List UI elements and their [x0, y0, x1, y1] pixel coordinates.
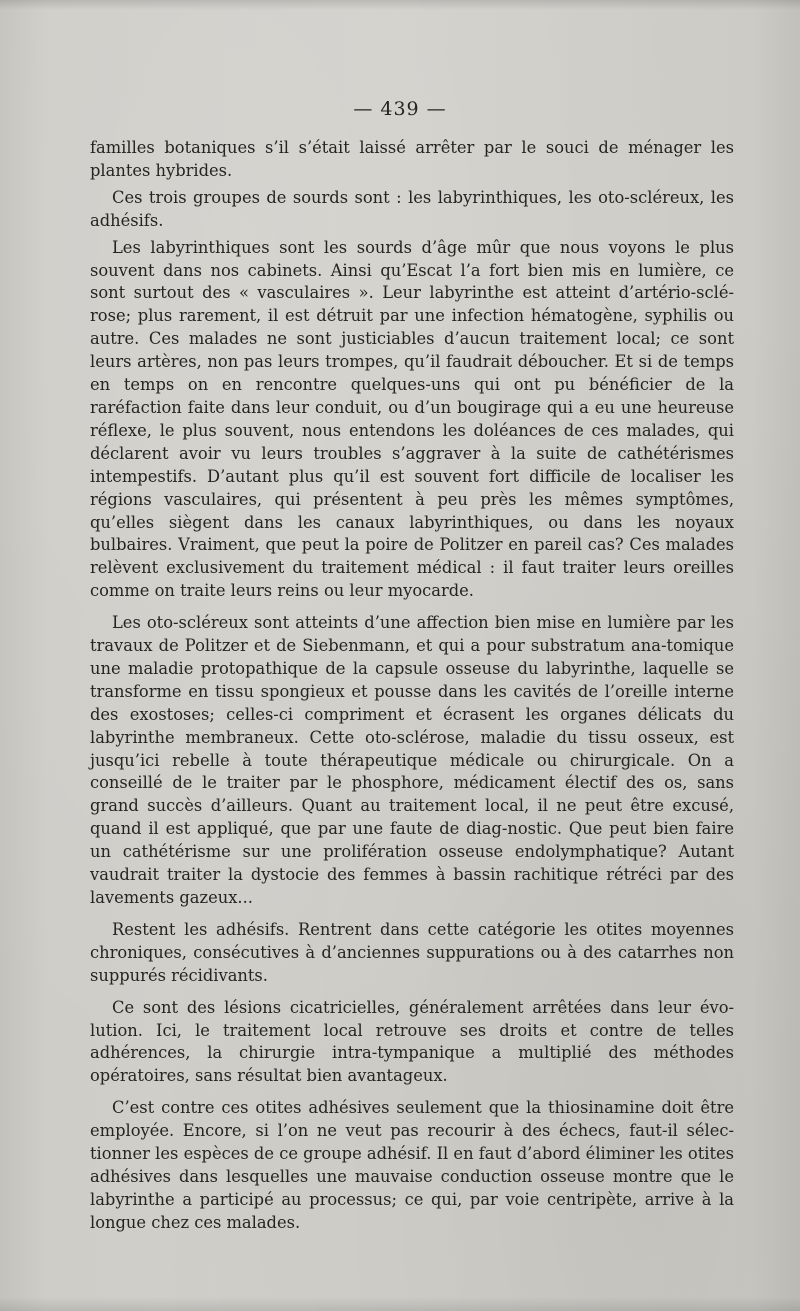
paragraph-continuation: familles botaniques s’il s’était laissé arrêter par le souci de ménager les plantes hybrides. [90, 138, 734, 180]
paragraph-thiosinamine: C’est contre ces otites adhésives seulement que la thiosinamine doit être employée. Encore, si l’on ne veut pas recourir à des échecs, faut-il sélec-tionner les espèces de ce groupe adhésif. Il en faut d’abord éliminer les otites adhésives dans lesquelles une mauvaise conduction osseuse montre que le labyrinthe a participé au processus; ce qui, par voie centripète, arrive à la longue chez ces malades. [90, 1098, 734, 1232]
paragraph-adhesifs: Restent les adhésifs. Rentrent dans cette catégorie les otites moyennes chroniques, consécutives à d’anciennes suppurations ou à des catarrhes non suppurés récidivants. [90, 919, 734, 985]
paragraph-three-groups: Ces trois groupes de sourds sont : les labyrinthiques, les oto-scléreux, les adhésifs. [90, 187, 734, 230]
page-bottom-edge [0, 1297, 800, 1311]
paragraph-lesions-cicatricielles: Ce sont des lésions cicatricielles, généralement arrêtées dans leur évo-lution. Ici, le traitement local retrouve ses droits et contre de telles adhérences, la chirurgie intra-tympanique a multiplié des méthodes opératoires, sans résultat bien avantageux. [90, 997, 734, 1086]
paragraph-labyrinthiques: Les labyrinthiques sont les sourds d’âge mûr que nous voyons le plus souvent dans nos cabinets. Ainsi qu’Escat l’a fort bien mis en lumière, ce sont surtout des « vasculaires ». Leur labyrinthe est atteint d’artério-sclé-rose; plus rarement, il est détruit par une infection hématogène, syphilis ou autre. Ces malades ne sont justiciables d’aucun traitement local; ce sont leurs artères, non pas leurs trompes, qu’il faudrait déboucher. Et si de temps en temps on en rencontre quelques-uns qui ont pu bénéficier de la raréfaction faite dans leur conduit, ou d’un bougirage qui a eu une heureuse réflexe, le plus souvent, nous entendons les doléances de ces malades, qui déclarent avoir vu leurs troubles s’aggraver à la suite de cathétérismes intempestifs. D’autant plus qu’il est souvent fort difficile de localiser les régions vasculaires, qui présentent à peu près les mêmes symptômes, qu’elles siègent dans les canaux labyrinthiques, ou dans les noyaux bulbaires. Vraiment, que peut la poire de Politzer en pareil cas? Ces malades relèvent exclusivement du traitement médical : il faut traiter leurs oreilles comme on traite leurs reins ou leur myocarde. [90, 237, 734, 601]
page-body-text [90, 137, 734, 1244]
page-top-shadow [0, 0, 800, 10]
paragraph-oto-scléreux: Les oto-scléreux sont atteints d’une affection bien mise en lumière par les travaux de Politzer et de Siebenmann, et qui a pour substratum ana-tomique une maladie protopathique de la capsule osseuse du labyrinthe, laquelle se transforme en tissu spongieux et pousse dans les cavités de l’oreille interne des exostoses; celles-ci compriment et écrasent les organes délicats du labyrinthe membraneux. Cette oto-sclérose, maladie du tissu osseux, est jusqu’ici rebelle à toute thérapeutique médicale ou chirurgicale. On a conseillé de le traiter par le phosphore, médicament électif des os, sans grand succès d’ailleurs. Quant au traitement local, il ne peut être excusé, quand il est appliqué, que par une faute de diag-nostic. Que peut bien faire un cathétérisme sur une prolifération osseuse endolymphatique? Autant vaudrait traiter la dystocie des femmes à bassin rachitique rétréci par des lavements gazeux... [90, 613, 734, 907]
page-number: — 439 — [353, 98, 447, 120]
